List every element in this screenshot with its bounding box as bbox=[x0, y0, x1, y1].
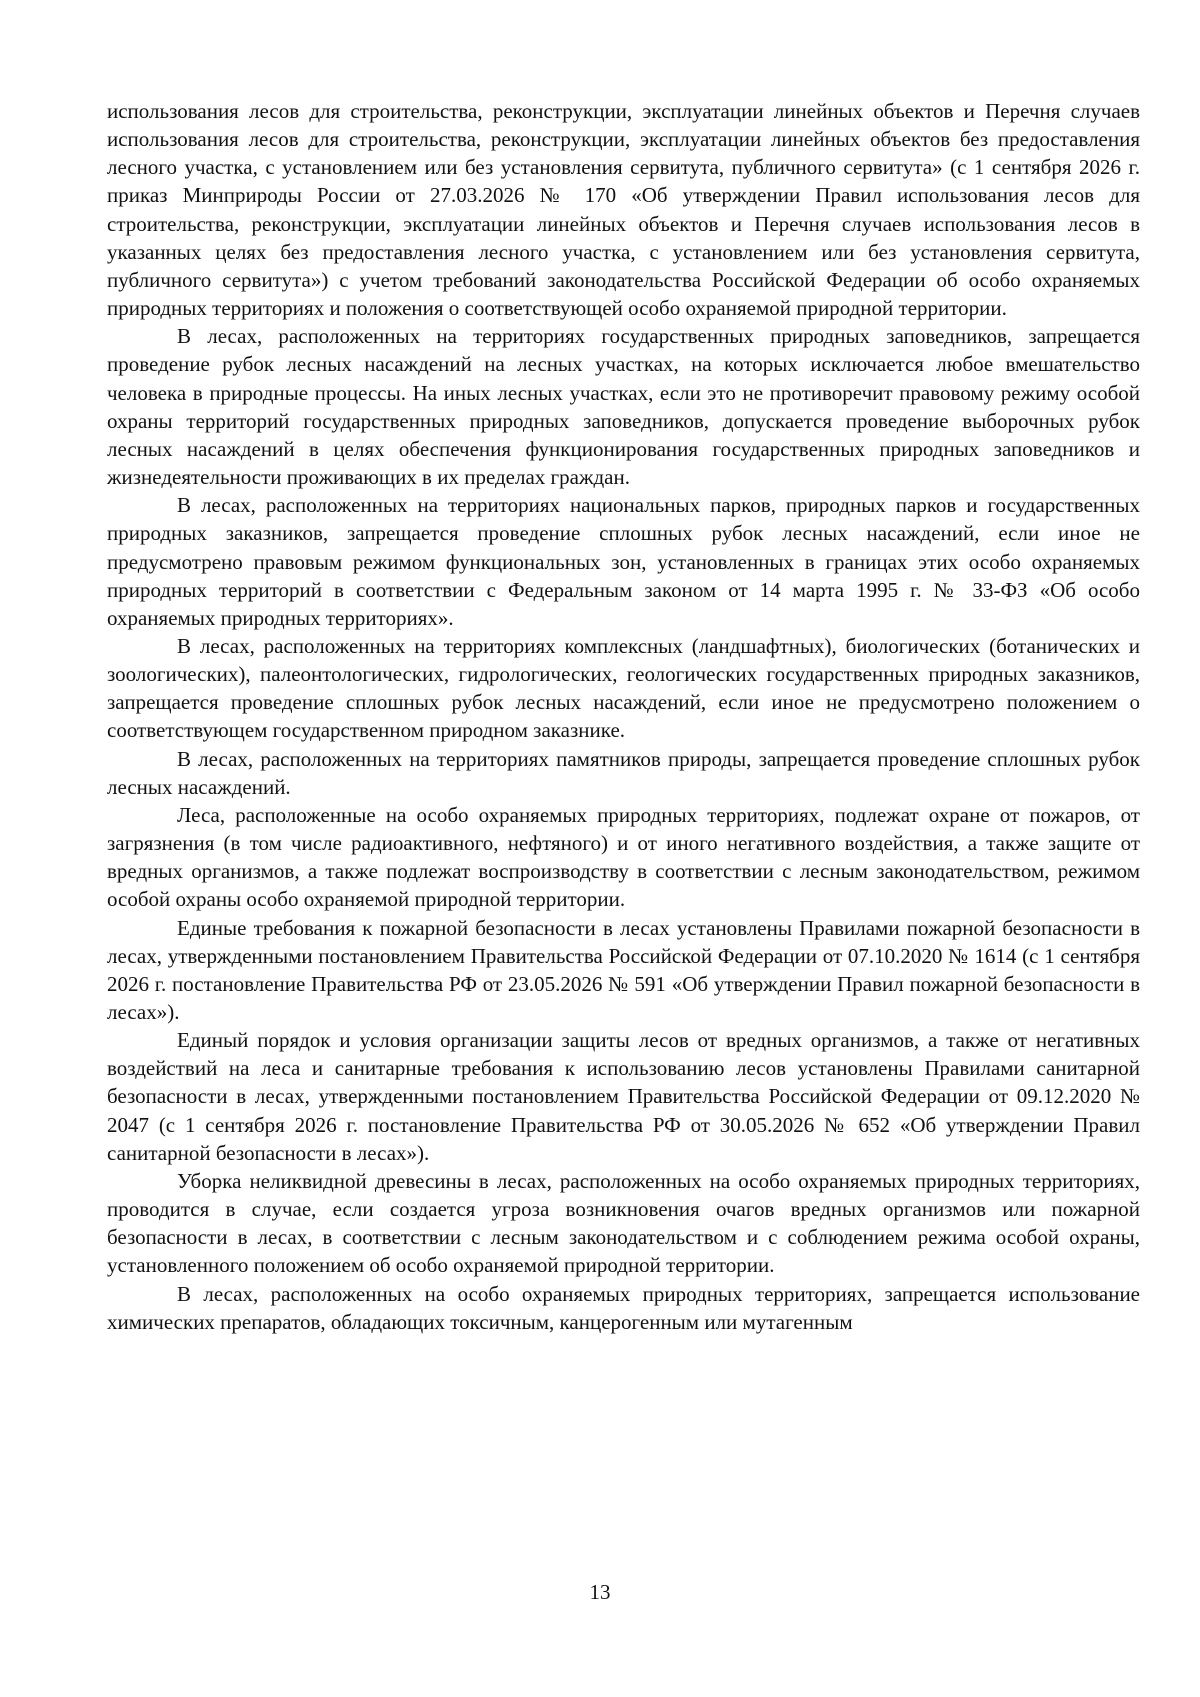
paragraph-chemicals: В лесах, расположенных на особо охраняемых природных территориях, запрещается использование химических препаратов, обладающих токсичным, канцерогенным или мутагенным bbox=[107, 1281, 1140, 1334]
paragraph-wood-cleanup: Уборка неликвидной древесины в лесах, расположенных на особо охраняемых природных территориях, проводится в случае, если создается угроза возникновения очагов вредных организмов или пожарной безопасности в лесах, в соответствии с лесным законодательством и с соблюдением режима особой охраны, установленного положением об особо охраняемой природной территории. bbox=[107, 1168, 1140, 1278]
paragraph-reserves: В лесах, расположенных на территориях государственных природных заповедников, запрещается проведение рубок лесных насаждений на лесных участках, на которых исключается любое вмешательство человека в природные процессы. На иных лесных участках, если это не противоречит правовому режиму особой охраны территорий государственных природных заповедников, допускается проведение выборочных рубок лесных насаждений в целях обеспечения функционирования государственных природных заповедников и жизнедеятельности проживающих в их пределах граждан. bbox=[107, 324, 1140, 490]
paragraph-continuation: использования лесов для строительства, реконструкции, эксплуатации линейных объектов и Перечня случаев использования лесов для строительства, реконструкции, эксплуатации линейных объектов без предоставления лесного участка, с установлением или без установления сервитута, публичного сервитута» (с 1 сентября 2026 г. приказ Минприроды России от 27.03.2026 № 170 «Об утверждении Правил использования лесов для строительства, реконструкции, эксплуатации линейных объектов и Перечня случаев использования лесов в указанных целях без предоставления лесного участка, с установлением или без установления сервитута, публичного сервитута») с учетом требований законодательства Российской Федерации об особо охраняемых природных территориях и положения о соответствующей особо охраняемой природной территории. bbox=[107, 99, 1140, 321]
paragraph-complex-reserves: В лесах, расположенных на территориях комплексных (ландшафтных), биологических (ботанических и зоологических), палеонтологических, гидрологических, геологических государственных природных заказников, запрещается проведение сплошных рубок лесных насаждений, если иное не предусмотрено положением о соответствующем государственном природном заказнике. bbox=[107, 633, 1140, 743]
paragraph-fire-safety: Единые требования к пожарной безопасности в лесах установлены Правилами пожарной безопасности в лесах, утвержденными постановлением Правительства Российской Федерации от 07.10.2020 № 1614 (с 1 сентября 2026 г. постановление Правительства РФ от 23.05.2026 № 591 «Об утверждении Правил пожарной безопасности в лесах»). bbox=[107, 915, 1140, 1024]
paragraph-natural-monuments: В лесах, расположенных на территориях памятников природы, запрещается проведение сплошных рубок лесных насаждений. bbox=[107, 746, 1140, 799]
paragraph-sanitary-safety: Единый порядок и условия организации защиты лесов от вредных организмов, а также от негативных воздействий на леса и санитарные требования к использованию лесов установлены Правилами санитарной безопасности в лесах, утвержденными постановлением Правительства Российской Федерации от 09.12.2020 № 2047 (с 1 сентября 2026 г. постановление Правительства РФ от 30.05.2026 № 652 «Об утверждении Правил санитарной безопасности в лесах»). bbox=[107, 1028, 1140, 1165]
paragraph-forest-protection: Леса, расположенные на особо охраняемых природных территориях, подлежат охране от пожаров, от загрязнения (в том числе радиоактивного, нефтяного) и от иного негативного воздействия, а также защите от вредных организмов, а также подлежат воспроизводству в соответствии с лесным законодательством, режимом особой охраны особо охраняемой природной территории. bbox=[107, 802, 1140, 912]
document-page bbox=[107, 97, 1140, 1336]
paragraph-national-parks: В лесах, расположенных на территориях национальных парков, природных парков и государственных природных заказников, запрещается проведение сплошных рубок лесных насаждений, если иное не предусмотрено правовым режимом функциональных зон, установленных в границах этих особо охраняемых природных территорий в соответствии с Федеральным законом от 14 марта 1995 г. № 33-ФЗ «Об особо охраняемых природных территориях». bbox=[107, 493, 1140, 630]
page-number: 13 bbox=[589, 1580, 611, 1604]
